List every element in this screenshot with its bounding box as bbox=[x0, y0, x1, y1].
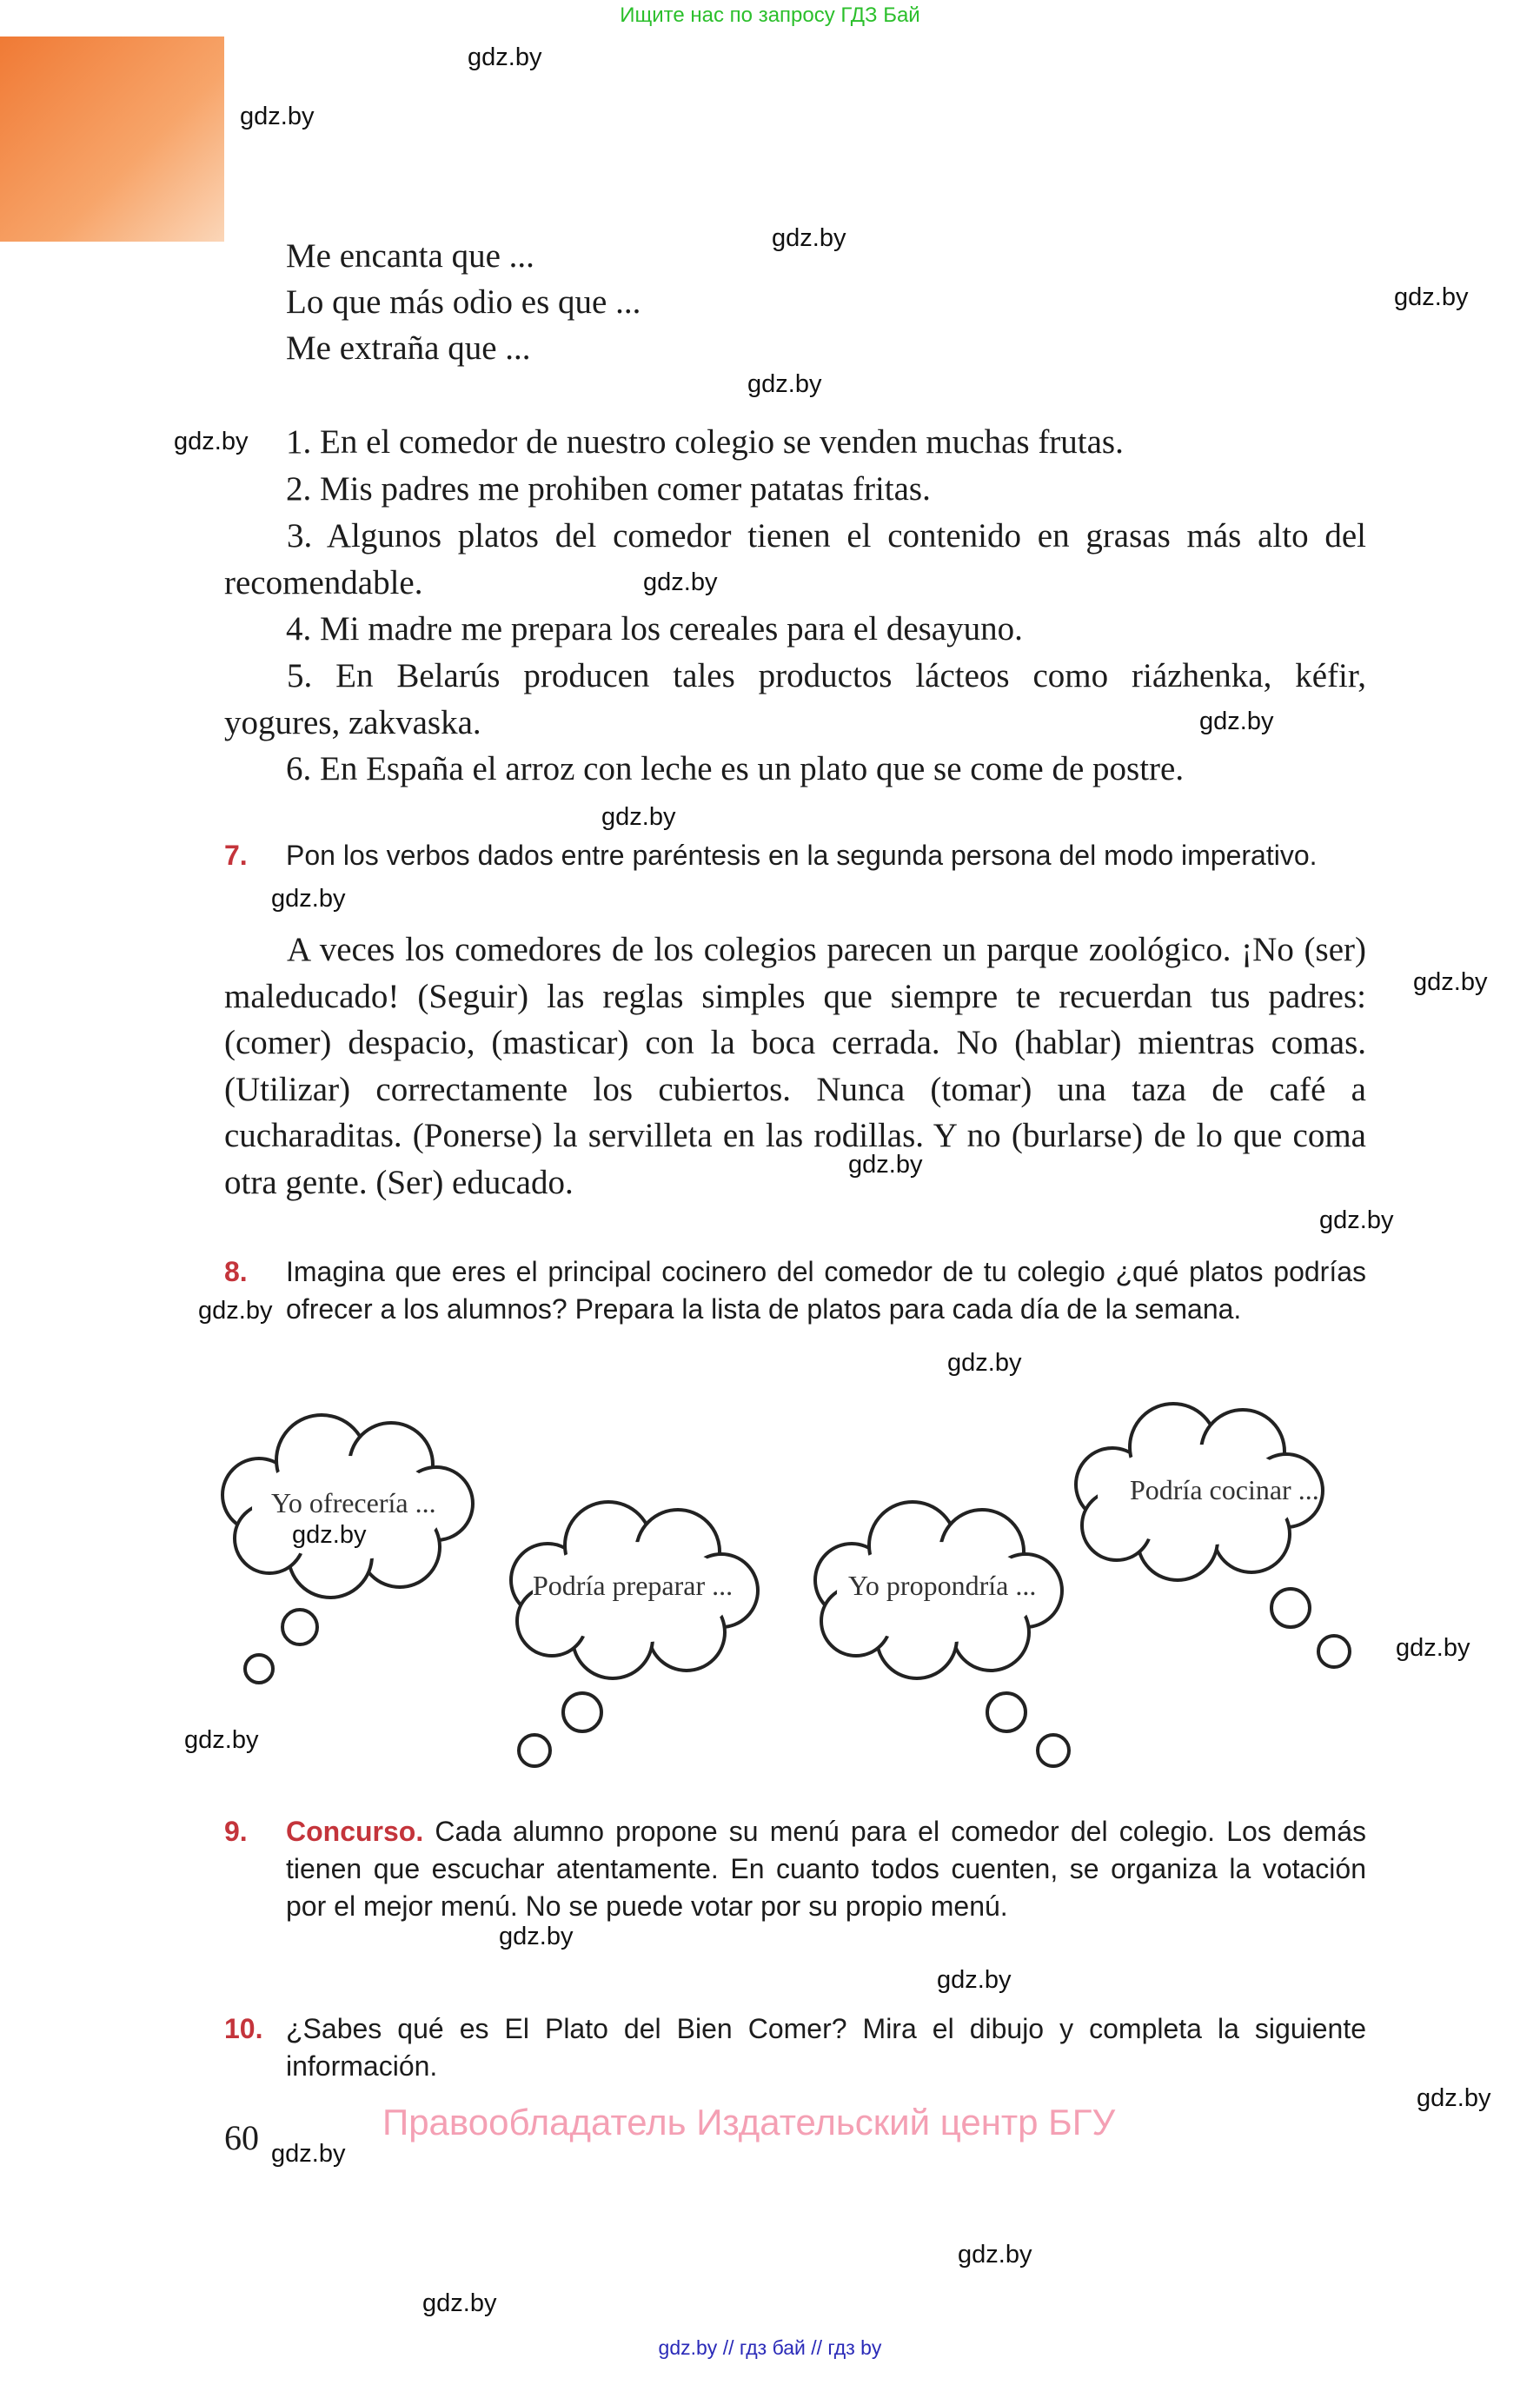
watermark: gdz.by bbox=[422, 2289, 497, 2317]
task-10-number: 10. bbox=[224, 2013, 263, 2044]
corner-decoration bbox=[0, 37, 224, 242]
sentence-1: 1. En el comedor de nuestro colegio se venden muchas frutas. bbox=[286, 423, 1124, 461]
watermark: gdz.by bbox=[1396, 1634, 1470, 1662]
watermark: gdz.by bbox=[198, 1297, 273, 1325]
watermark: gdz.by bbox=[772, 224, 846, 252]
watermark: gdz.by bbox=[643, 568, 718, 596]
task-9-title: Concurso. bbox=[286, 1816, 424, 1847]
watermark: gdz.by bbox=[848, 1151, 923, 1179]
task-7-number: 7. bbox=[224, 840, 248, 871]
watermark: gdz.by bbox=[601, 803, 676, 831]
watermark: gdz.by bbox=[937, 1966, 1012, 1994]
watermark: gdz.by bbox=[184, 1726, 259, 1754]
sentence-5-line-1: 5. En Belarús producen tales productos lácteos como riázhenka, kéfir, bbox=[287, 657, 1366, 694]
watermark: gdz.by bbox=[499, 1923, 574, 1950]
bottom-links[interactable]: gdz.by // гдз бай // гдз by bbox=[658, 2336, 882, 2359]
watermark: gdz.by bbox=[1417, 2084, 1491, 2112]
bubble-2-text: Podría preparar ... bbox=[533, 1570, 733, 1601]
bubble-3-text: Yo propondría ... bbox=[848, 1570, 1037, 1601]
sentence-3-line-1: 3. Algunos platos del comedor tienen el contenido en grasas más alto del bbox=[287, 517, 1366, 555]
watermark: gdz.by bbox=[958, 2241, 1032, 2269]
page-number: 60 bbox=[224, 2118, 259, 2157]
copyright-notice: Правообладатель Издательский центр БГУ bbox=[382, 2102, 1116, 2143]
watermark: gdz.by bbox=[271, 885, 346, 913]
phrase-2: Lo que más odio es que ... bbox=[286, 283, 641, 321]
phrase-3: Me extraña que ... bbox=[286, 329, 531, 367]
watermark: gdz.by bbox=[271, 2140, 346, 2168]
bubble-1-text: Yo ofrecería ... bbox=[271, 1487, 436, 1518]
watermark: gdz.by bbox=[1199, 708, 1274, 735]
watermark: gdz.by bbox=[1319, 1206, 1394, 1234]
thought-bubble-2 bbox=[511, 1502, 758, 1766]
thought-bubbles-illustration bbox=[217, 1399, 1373, 1782]
watermark: gdz.by bbox=[1394, 283, 1469, 311]
task-9-number: 9. bbox=[224, 1816, 248, 1847]
watermark: gdz.by bbox=[292, 1521, 367, 1549]
watermark: gdz.by bbox=[174, 428, 249, 455]
task-8-number: 8. bbox=[224, 1256, 248, 1287]
bubble-4-text: Podría cocinar ... bbox=[1130, 1474, 1319, 1505]
thought-bubble-4 bbox=[1076, 1404, 1350, 1667]
watermark: gdz.by bbox=[1413, 968, 1488, 996]
task-9-text: Concurso. Cada alumno propone su menú para el comedor del colegio. Los demás tienen que escuchar atentamente. En cuanto todos cuenten, se organiza la votación por el mejor menú. No se puede votar por su propio menú. bbox=[286, 1816, 1366, 1922]
watermark: gdz.by bbox=[947, 1349, 1022, 1377]
sentence-5-line-2: yogures, zakvaska. bbox=[224, 704, 481, 741]
task-8-text: Imagina que eres el principal cocinero del comedor de tu colegio ¿qué platos podrías ofrecer a los alumnos? Prepara la lista de platos para cada día de la semana. bbox=[286, 1256, 1366, 1325]
sentence-2: 2. Mis padres me prohiben comer patatas fritas. bbox=[286, 470, 931, 508]
task-7-instruction: Pon los verbos dados entre paréntesis en la segunda persona del modo imperativo. bbox=[286, 840, 1318, 871]
phrase-1: Me encanta que ... bbox=[286, 237, 534, 275]
watermark: gdz.by bbox=[468, 43, 542, 71]
top-banner[interactable]: Ищите нас по запросу ГДЗ Бай bbox=[620, 3, 920, 27]
task-10-text: ¿Sabes qué es El Plato del Bien Comer? Mira el dibujo y completa la siguiente información. bbox=[286, 2013, 1366, 2082]
watermark: gdz.by bbox=[240, 103, 315, 130]
thought-bubble-3 bbox=[815, 1502, 1069, 1766]
sentence-3-line-2: recomendable. bbox=[224, 564, 423, 601]
watermark: gdz.by bbox=[747, 370, 822, 398]
sentence-4: 4. Mi madre me prepara los cereales para el desayuno. bbox=[286, 610, 1023, 648]
task-7-text: A veces los comedores de los colegios parecen un parque zoológico. ¡No (ser) maleducado! (Seguir) las reglas simples que siempre te recuerdan tus padres: (comer) despacio, (masticar) con la boca cerrada. No (hablar) mientras comas. (Utilizar) correctamente los cubiertos. Nunca (tomar) una taza de café a cucharaditas. (Ponerse) la servilleta en las rodillas. Y no (burlarse) de lo que coma otra gente. (Ser) educado. bbox=[224, 931, 1366, 1201]
sentence-6: 6. En España el arroz con leche es un plato que se come de postre. bbox=[286, 750, 1185, 787]
